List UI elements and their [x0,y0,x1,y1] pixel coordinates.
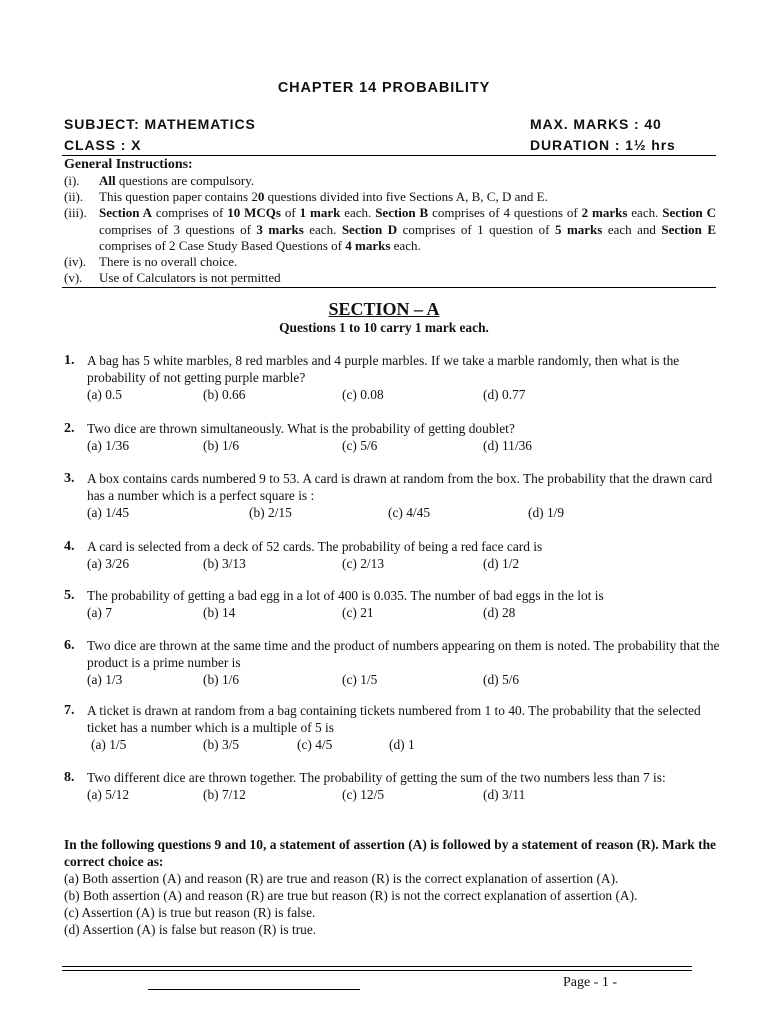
answer-options [87,671,720,688]
answer-option: (c) 5/6 [342,438,378,453]
question-text: Two different dice are thrown together. The probability of getting the sum of the two numbers less than 7 is: [87,770,666,785]
question [64,538,720,572]
max-marks-label: MAX. MARKS : 40 [530,116,662,132]
assertion-reason-choice: (d) Assertion (A) is false but reason (R) is true. [64,922,317,937]
page-number: Page - 1 - [563,975,618,990]
answer-option: (c) 1/5 [342,672,378,687]
assertion-reason-choices [64,870,716,938]
answer-options [87,736,720,753]
instruction-text: This question paper contains 20 questions divided into five Sections A, B, C, D and E. [99,189,548,205]
answer-option: (b) 1/6 [203,672,240,687]
instructions-heading: General Instructions: [64,157,193,172]
page-title: CHAPTER 14 PROBABILITY [277,80,491,96]
answer-option: (c) 21 [342,605,374,620]
question [64,587,720,621]
answer-option: (c) 2/13 [342,556,385,571]
footer-rule [62,966,692,967]
answer-option: (a) 1/5 [91,737,127,752]
question-number: 8. [64,770,75,785]
answer-option: (b) 1/6 [203,438,240,453]
footer-rule [62,970,692,971]
general-instructions [64,157,716,286]
instruction-text: Use of Calculators is not permitted [99,270,281,286]
instruction-item [64,270,716,286]
answer-option: (c) 0.08 [342,387,384,402]
answer-option: (b) 7/12 [203,787,246,802]
question-text: A card is selected from a deck of 52 cards. The probability of being a red face card is [87,539,543,554]
question [64,420,720,454]
instruction-number: (v). [64,270,83,286]
assertion-reason-choice: (a) Both assertion (A) and reason (R) are true and reason (R) is the correct explanation of assertion (A). [64,871,619,886]
answer-option: (a) 7 [87,605,112,620]
question [64,702,720,753]
instruction-number: (ii). [64,189,84,205]
instruction-text: All questions are compulsory. [99,173,255,188]
answer-option: (d) 5/6 [483,672,520,687]
assertion-reason-block [64,836,716,938]
instruction-number: (iii). [64,205,87,221]
question-text: Two dice are thrown at the same time and the product of numbers appearing on them is noted. The probability that the product is a prime number is [87,638,720,670]
answer-option: (c) 4/5 [297,737,333,752]
instruction-item [64,254,716,270]
question [64,470,720,521]
question-number: 5. [64,588,75,603]
answer-option: (a) 5/12 [87,787,130,802]
answer-option: (d) 1/9 [528,505,565,520]
answer-option: (d) 1/2 [483,556,520,571]
question-text: A bag has 5 white marbles, 8 red marbles and 4 purple marbles. If we take a marble randomly, then what is the probability of not getting purple marble? [87,353,680,385]
answer-option: (d) 1 [389,737,415,752]
instruction-text: There is no overall choice. [99,254,238,270]
answer-options [87,604,720,621]
question [64,769,720,803]
answer-option: (b) 14 [203,605,236,620]
instructions-divider [62,287,716,288]
assertion-reason-heading: In the following questions 9 and 10, a statement of assertion (A) is followed by a statement of reason (R). Mark the correct choice as: [64,837,716,869]
question [64,352,720,403]
assertion-reason-choice: (b) Both assertion (A) and reason (R) are true but reason (R) is not the correct explanation of assertion (A). [64,888,638,903]
answer-options [87,386,720,403]
section-subtitle: Questions 1 to 10 carry 1 mark each. [279,320,489,335]
question-number: 3. [64,471,75,486]
question-number: 4. [64,539,75,554]
instruction-number: (iv). [64,254,87,270]
instruction-text: Section A comprises of 10 MCQs of 1 mark each. Section B comprises of 4 questions of 2 marks each. Section C comprises of 3 questions of 3 marks each. Section D comprises of 1 question of 5 marks each and Section E comprises of 2 Case Study Based Questions of 4 marks each. [99,205,716,253]
question-number: 1. [64,353,75,368]
answer-option: (c) 12/5 [342,787,385,802]
answer-option: (a) 0.5 [87,387,122,402]
assertion-reason-choice: (c) Assertion (A) is true but reason (R) is false. [64,905,316,920]
answer-options [87,786,720,803]
answer-option: (a) 1/36 [87,438,130,453]
instruction-number: (i). [64,173,80,188]
instruction-item [64,189,716,205]
answer-option: (a) 1/3 [87,672,123,687]
instruction-item [64,205,716,254]
duration-label: DURATION : 1½ hrs [530,137,676,153]
question-number: 2. [64,421,75,436]
question [64,637,720,688]
answer-option: (d) 0.77 [483,387,526,402]
question-text: A ticket is drawn at random from a bag containing tickets numbered from 1 to 40. The probability that the selected ticket has a number which is a multiple of 5 is [87,703,701,735]
header-divider [62,155,716,156]
answer-option: (d) 11/36 [483,438,532,453]
answer-option: (a) 3/26 [87,556,130,571]
question-number: 6. [64,638,75,653]
question-text: A box contains cards numbered 9 to 53. A card is drawn at random from the box. The probability that the drawn card has a number which is a perfect square is : [87,471,713,503]
answer-option: (b) 0.66 [203,387,246,402]
answer-option: (d) 3/11 [483,787,526,802]
question-text: Two dice are thrown simultaneously. What is the probability of getting doublet? [87,421,515,436]
subject-label: SUBJECT: MATHEMATICS [64,116,256,132]
answer-options [87,504,720,521]
answer-options [87,555,720,572]
instruction-item [64,173,716,189]
section-title: SECTION – A [328,299,440,319]
question-text: The probability of getting a bad egg in a lot of 400 is 0.035. The number of bad eggs in the lot is [87,588,604,603]
answer-option: (b) 2/15 [249,505,292,520]
answer-option: (b) 3/5 [203,737,240,752]
answer-options [87,437,720,454]
instructions-list [64,173,716,286]
question-number: 7. [64,703,75,718]
answer-option: (a) 1/45 [87,505,130,520]
answer-option: (c) 4/45 [388,505,431,520]
class-label: CLASS : X [64,137,142,153]
answer-option: (d) 28 [483,605,516,620]
answer-option: (b) 3/13 [203,556,246,571]
signature-line [148,989,360,990]
